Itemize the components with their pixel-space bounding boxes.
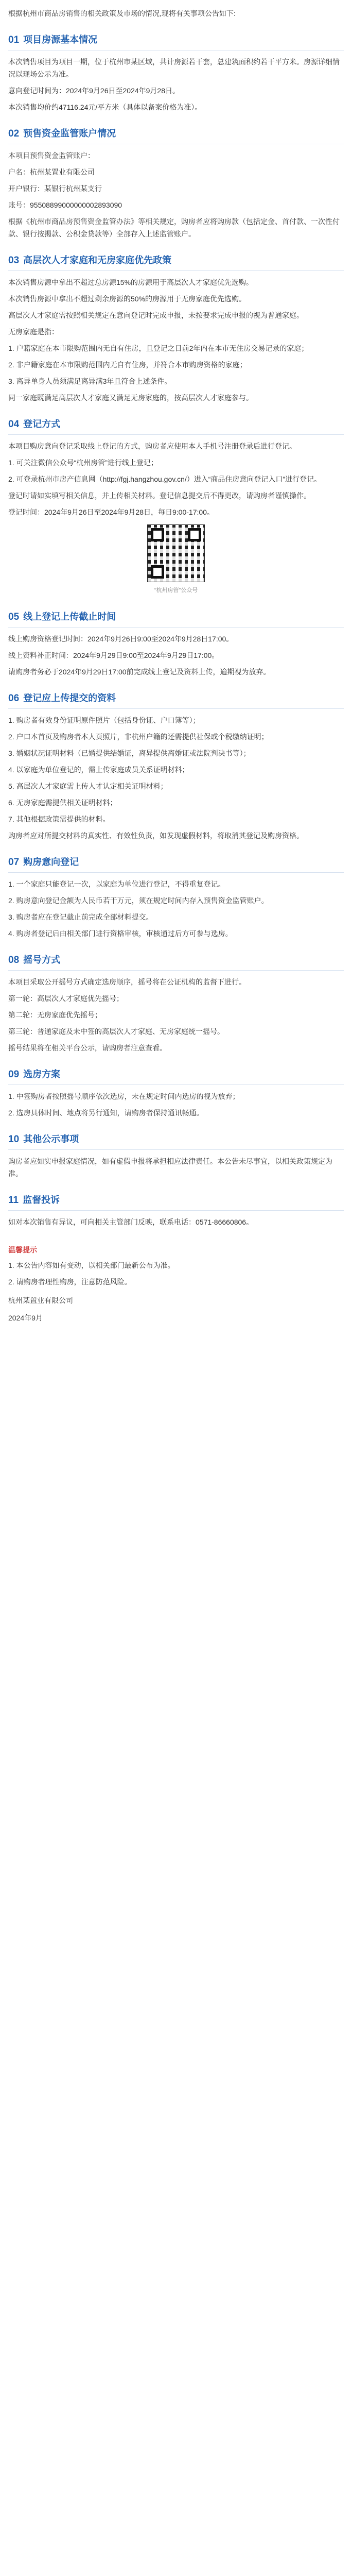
section-title: 其他公示事项 [23,1134,79,1144]
section-heading [8,855,344,869]
intro-text: 根据杭州市商品房销售的相关政策及市场的情况,现将有关事项公告如下: [8,9,236,18]
section-title: 登记方式 [23,419,61,429]
section-paragraph: 1. 可关注微信公众号“杭州房管”进行线上登记； [8,459,158,467]
section-heading [8,691,344,705]
section-paragraph: 3. 离异单身人员须满足离异满3年且符合上述条件。 [8,377,172,385]
section-paragraph: 3. 婚姻状况证明材料（已婚提供结婚证，离异提供离婚证或法院判决书等）； [8,749,251,757]
notices-list [8,1259,344,1288]
section-paragraph: 本项目预售资金监管账户： [8,151,95,160]
qr-code-icon [147,524,205,582]
section-paragraph: 4. 以家庭为单位登记的，需上传家庭成员关系证明材料； [8,766,189,774]
qr-caption: “杭州房管”公众号 [154,587,198,594]
qr-code-block [8,524,344,597]
section-title: 选房方案 [23,1069,61,1079]
footer-company: 杭州某置业有限公司 [8,1296,73,1304]
section-heading [8,1132,344,1146]
section-paragraph: 线上购房资格登记时间：2024年9月26日9:00至2024年9月28日17:00。 [8,635,234,643]
section-number: 11 [8,1195,19,1206]
notice-title: 温馨提示 [8,1246,37,1254]
section-heading [8,1193,344,1207]
qr-finder-pattern [188,528,201,541]
section-number: 01 [8,35,20,45]
section-divider [8,970,344,971]
section-paragraph: 本项目采取公开摇号方式确定选房顺序，摇号将在公证机构的监督下进行。 [8,978,246,986]
section-05 [8,610,344,678]
section-paragraph: 2. 非户籍家庭在本市限购范围内无自有住房，并符合本市购房资格的家庭； [8,361,247,369]
section-paragraph: 本项目购房意向登记采取线上登记的方式，购房者应使用本人手机号注册登录后进行登记。 [8,442,296,450]
notice-item: 2. 请购房者理性购房，注意防范风险。 [8,1278,132,1286]
section-title: 线上登记上传截止时间 [23,612,116,622]
section-paragraph: 购房者应如实申报家庭情况，如有虚假申报将承担相应法律责任。本公告未尽事宜，以相关政策规定为准。 [8,1157,332,1178]
section-paragraph: 购房者应对所提交材料的真实性、有效性负责，如发现虚假材料，将取消其登记及购房资格。 [8,832,304,840]
section-title: 摇号方式 [23,955,61,965]
section-paragraph: 5. 高层次人才家庭需上传人才认定相关证明材料； [8,782,168,790]
section-paragraph: 4. 购房者登记后由相关部门进行资格审核，审核通过后方可参与选房。 [8,929,233,938]
section-paragraph: 意向登记时间为：2024年9月26日至2024年9月28日。 [8,87,180,95]
section-number: 10 [8,1134,20,1145]
section-title: 登记应上传提交的资料 [23,693,116,703]
section-02 [8,127,344,240]
section-04 [8,417,344,597]
section-03 [8,253,344,404]
qr-finder-pattern [151,565,164,579]
section-paragraph: 同一家庭既满足高层次人才家庭又满足无房家庭的，按高层次人才家庭参与。 [8,394,253,402]
section-number: 04 [8,419,20,430]
section-paragraph: 账号：95508899000000002893090 [8,201,122,209]
section-paragraph: 本次销售房源中拿出不超过剩余房源的50%的房源用于无房家庭优先选购。 [8,295,247,303]
section-01 [8,33,344,113]
section-paragraph: 登记时请如实填写相关信息，并上传相关材料。登记信息提交后不得更改，请购房者谨慎操作。 [8,492,311,500]
section-number: 09 [8,1069,20,1080]
section-11 [8,1193,344,1228]
section-paragraph: 请购房者务必于2024年9月29日17:00前完成线上登记及资料上传，逾期视为放弃。 [8,668,271,676]
section-heading [8,1067,344,1081]
section-paragraph: 开户银行：某银行杭州某支行 [8,184,102,193]
section-heading [8,610,344,624]
section-paragraph: 本次销售项目为项目一期，位于杭州市某区域，共计房源若干套，总建筑面积约若干平方米。房源详细情况以现场公示为准。 [8,58,340,78]
section-number: 08 [8,955,20,965]
section-paragraph: 高层次人才家庭需按照相关规定在意向登记时完成申报，未按要求完成申报的视为普通家庭。 [8,311,304,319]
section-title: 高层次人才家庭和无房家庭优先政策 [23,255,172,265]
section-paragraph: 7. 其他根据政策需提供的材料。 [8,815,110,823]
section-number: 07 [8,857,20,868]
sections-container [8,33,344,1228]
section-10 [8,1132,344,1180]
section-heading [8,253,344,267]
section-heading [8,127,344,141]
section-paragraph: 本次销售房源中拿出不超过总房源15%的房源用于高层次人才家庭优先选购。 [8,278,254,286]
section-paragraph: 根据《杭州市商品房预售资金监管办法》等相关规定，购房者应将购房款（包括定金、首付款、一次性付款、银行按揭款、公积金贷款等）全部存入上述监管账户。 [8,217,340,238]
section-divider [8,627,344,628]
section-number: 03 [8,255,20,266]
section-divider [8,708,344,709]
section-title: 预售资金监管账户情况 [23,128,116,139]
section-title: 购房意向登记 [23,857,79,867]
section-paragraph: 6. 无房家庭需提供相关证明材料； [8,799,117,807]
section-paragraph: 2. 可登录杭州市房产信息网（http://fgj.hangzhou.gov.cn/）进入“商品住房意向登记入口”进行登记。 [8,475,322,483]
section-heading [8,417,344,431]
section-07 [8,855,344,940]
section-heading [8,953,344,967]
footer [8,1294,344,1324]
section-paragraph: 1. 购房者有效身份证明原件照片（包括身份证、户口簿等）； [8,716,200,724]
section-paragraph: 线上资料补正时间：2024年9月29日9:00至2024年9月29日17:00。 [8,651,219,659]
section-paragraph: 2. 户口本首页及购房者本人页照片，非杭州户籍的还需提供社保或个税缴纳证明； [8,733,269,741]
section-divider [8,1210,344,1211]
section-divider [8,1084,344,1085]
section-paragraph: 2. 选房具体时间、地点将另行通知，请购房者保持通讯畅通。 [8,1109,204,1117]
section-paragraph: 户名：杭州某置业有限公司 [8,168,95,176]
section-paragraph: 摇号结果将在相关平台公示，请购房者注意查看。 [8,1044,167,1052]
section-paragraph: 第一轮：高层次人才家庭优先摇号； [8,994,124,1003]
section-paragraph: 3. 购房者应在登记截止前完成全部材料提交。 [8,913,153,921]
section-paragraph: 1. 户籍家庭在本市限购范围内无自有住房，且登记之日前2年内在本市无住房交易记录的家庭； [8,344,309,352]
section-09 [8,1067,344,1119]
section-divider [8,270,344,271]
section-paragraph: 本次销售均价约47116.24元/平方米（具体以备案价格为准）。 [8,103,202,111]
section-paragraph: 1. 一个家庭只能登记一次，以家庭为单位进行登记，不得重复登记。 [8,880,225,888]
section-title: 项目房源基本情况 [23,35,98,45]
section-divider [8,1149,344,1150]
section-paragraph: 1. 中签购房者按照摇号顺序依次选房，未在规定时间内选房的视为放弃； [8,1092,240,1100]
section-paragraph: 无房家庭是指： [8,328,59,336]
section-08 [8,953,344,1054]
section-paragraph: 登记时间：2024年9月26日至2024年9月28日，每日9:00-17:00。 [8,508,214,516]
section-number: 06 [8,693,20,704]
section-paragraph: 如对本次销售有异议，可向相关主管部门反映，联系电话：0571-86660806。 [8,1218,254,1226]
section-paragraph: 2. 购房意向登记金额为人民币若干万元，须在规定时间内存入预售资金监管账户。 [8,896,269,905]
section-divider [8,872,344,873]
section-heading [8,33,344,47]
notice-item: 1. 本公告内容如有变动，以相关部门最新公布为准。 [8,1261,175,1269]
section-divider [8,434,344,435]
section-title: 监督投诉 [23,1195,60,1205]
section-06 [8,691,344,842]
section-number: 05 [8,612,20,622]
footer-date: 2024年9月 [8,1314,43,1322]
section-paragraph: 第三轮：普通家庭及未中签的高层次人才家庭、无房家庭统一摇号。 [8,1027,224,1036]
section-number: 02 [8,128,20,139]
section-paragraph: 第二轮：无房家庭优先摇号； [8,1011,102,1019]
qr-finder-pattern [151,528,164,541]
